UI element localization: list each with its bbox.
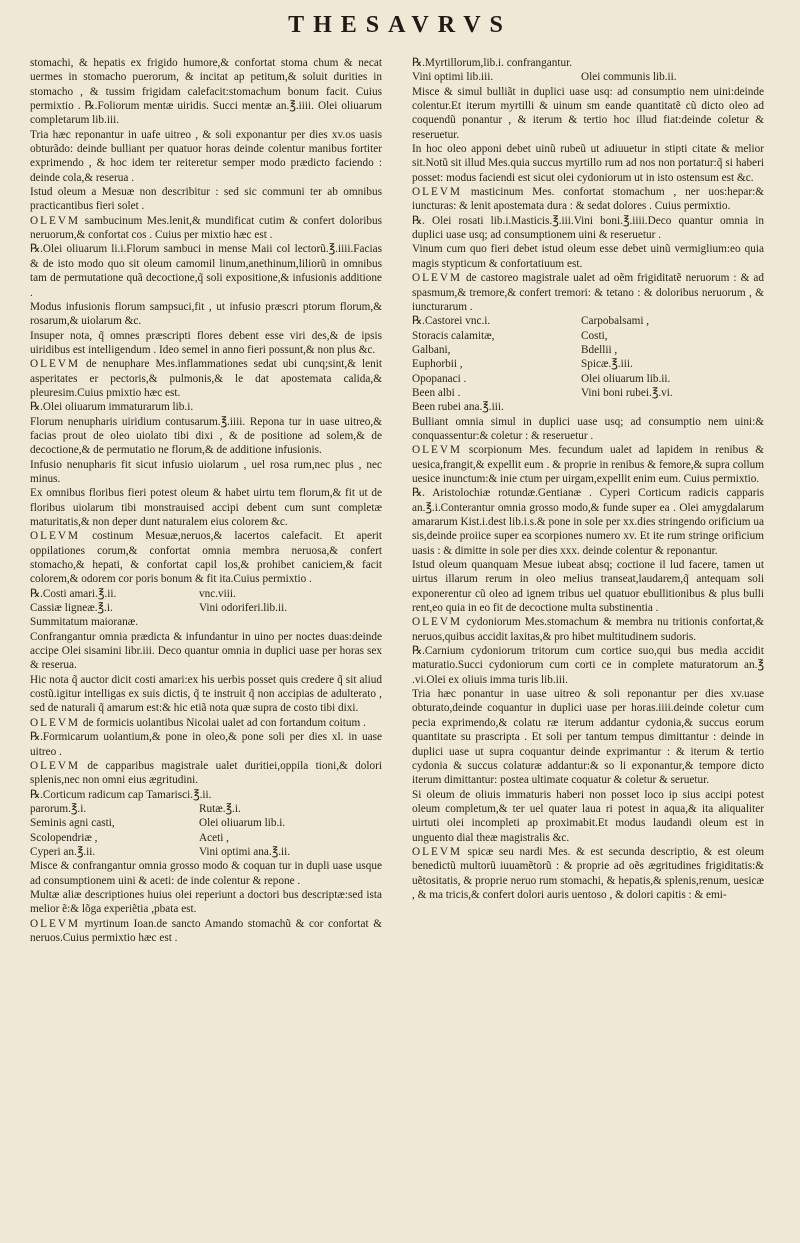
- ingredient-row: [30, 587, 382, 601]
- ingredient: Olei oliuarum lib.i.: [198, 817, 286, 830]
- paragraph: In hoc oleo apponi debet uinũ rubeũ ut adiuuetur in stipti citate & melior sit.Notũ sit illud Mes.quia succus myrtillo rum ad nos non portatur:q̃ si haberi posset: modus faciendi est sicut olei cydoniorum ut in isto ostensum est &c.: [412, 143, 764, 184]
- ingredient: Scolopendriæ ,: [30, 831, 98, 844]
- paragraph: Tria hæc reponantur in uafe uitreo , & soli exponantur per dies xv.os uasis obturãdo: deinde bulliant per quatuor horas deinde colentur manibus fortiter exprimendo , & hoc idem ter reiteretur semper modo prædicto faciendo : deinde cola,& reserua .: [30, 128, 382, 184]
- ingredient: Galbani,: [412, 343, 451, 356]
- paragraph: Infusio nenupharis fit sicut infusio uiolarum , uel rosa rum,nec plus , nec minus.: [30, 458, 382, 485]
- paragraph: Modus infusionis florum sampsuci,fit , ut infusio præscri ptorum florum,& rosarum,& uiolarum &c.: [30, 300, 382, 328]
- paragraph: OLEVM spicæ seu nardi Mes. & est secunda descriptio, & est oleum benedictũ multorũ iuuamẽtorũ : & proprie ad oẽs ægritudines frigiditatis:& uẽtositatis, & proprie neruo rum stomachi, & hepatis,& splenis,renum, uesicæ , & ma tricis,& confert dolori auris uentoso , & dolori capitis : & emi-: [412, 845, 764, 901]
- ingredient: Bdellii ,: [580, 343, 618, 356]
- paragraph: ℞.Corticum radicum cap Tamarisci.℥.ii.: [30, 788, 212, 801]
- ingredient-row: [30, 831, 382, 845]
- ingredient: Opopanaci .: [412, 372, 467, 385]
- ingredient-row: [412, 386, 764, 400]
- ingredient: ℞.Costi amari.℥.ii.: [30, 587, 117, 600]
- ingredient-row: [30, 816, 382, 830]
- paragraph: OLEVM de nenuphare Mes.inflammationes sedat ubi cunq;sint,& lenit asperitates er pectoris,& pulmonis,& le dat apostemata calida,& pleuresim.Cuius pmixtio hæc est.: [30, 358, 382, 399]
- ingredient: Spicæ.℥.iii.: [580, 358, 633, 371]
- ingredient: Seminis agni casti,: [30, 817, 115, 830]
- paragraph: Hic nota q̃ auctor dicit costi amari:ex his uerbis posset quis credere q̃ sit aliud costũ.igitur intelligas ex suis dictis, q̃ te instruit q̃ non accipias de adulterato , sed de naturali q̃ amarum est:& hic etiã nota quæ supra de costo tibi dixi.: [30, 673, 382, 715]
- ingredient-row: [412, 70, 764, 84]
- paragraph: ℞.Myrtillorum,lib.i. confrangantur.: [412, 57, 573, 69]
- paragraph: OLEVM cydoniorum Mes.stomachum & membra nu tritionis confortat,& neruos,quibus accidit laxitas,& pro hibet multitudinem sudoris.: [412, 616, 764, 643]
- paragraph: Been rubei ana.℥.iii.: [412, 401, 504, 414]
- paragraph: OLEVM costinum Mesuæ,neruos,& lacertos calefacit. Et aperit oppilationes corum,& confortat omnia membra neruosa,& confert stomacho,& hepati, & confortat capil los,& prohibet caniciem,& facit colorem,& odorem cor poris bonum & fit ita.Cuius permixtio .: [30, 530, 382, 586]
- paragraph: ℞.Olei oliuarum immaturarum lib.i.: [30, 401, 194, 414]
- paragraph: OLEVM de formicis uolantibus Nicolai ualet ad con fortandum coitum .: [30, 716, 366, 729]
- ingredient: Vini odoriferi.lib.ii.: [198, 602, 288, 615]
- ingredient-row: [412, 343, 764, 357]
- paragraph: OLEVM scorpionum Mes. fecundum ualet ad lapidem in renibus & uesica,frangit,& expellit eum . & proprie in renibus & femore,& supra collum uesice inunctum:& inie ctum per uirgam,expellit enim eum. Cuius permixtio.: [412, 444, 764, 485]
- ingredient-row: [30, 802, 382, 816]
- paragraph: Misce & simul bulliãt in duplici uase usq: ad consumptio nem uini:deinde colentur.Et iterum myrtilli & uinum sm eande quantitatẽ cũ dicto oleo ad coquendũ ponantur , & iterum & tertio hoc illud fiat:deinde coletur & reseruetur.: [412, 85, 764, 141]
- ingredient: Carpobalsami ,: [580, 315, 650, 328]
- paragraph: OLEVM de capparibus magistrale ualet duritiei,oppila tioni,& dolori splenis,nec non omni eius ægritudini.: [30, 759, 382, 787]
- ingredient: Storacis calamitæ,: [412, 329, 495, 342]
- paragraph: Tria hæc ponantur in uase uitreo & soli reponantur per dies xv.uase obturato,deinde coquantur in duplici uase per horas.iiii.deinde coletur cum pecia exprimendo,& colatu ræ iterum addantur cydonia,& succus eorum quantitate su prascripta . Et soli per tantum tempus dimittantur : deinde in duplici uase ut supra coquantur deinde exprimantur : & iterum & tertio cydonia & succus colaturæ addantur:& so li exponantur,& tempore dicto iterum dimittantur: postea ultimate coquatur & coletur & seruetur.: [412, 688, 764, 787]
- paragraph: stomachi, & hepatis ex frigido humore,& confortat stoma chum & necat uermes in stomacho puerorum, & incitat ap petitum,& soluit durities in stomacho , & tussim frigidam calefacit:stomachum bonum facit. Cuius permixtio . ℞.Foliorum mentæ uiridis. Succi mentæ an.℥.iiii. Olei oliuarum completarum lib.iii.: [30, 57, 382, 127]
- paragraph: ℞. Aristolochiæ rotundæ.Gentianæ . Cyperi Corticum radicis capparis an.℥.i.Conterantur omnia grosso modo,& funde super ea . Olei amygdalarum amararum Kist.i.dest lib.i.s.& pone in sole per xx.dies stringendo orificium ua sis,deinde proiice super ea scorpiones numero xv. Et ite rum stringe orificium uasis : & dimitte in sole per dies xxx. deinde colentur & reponantur.: [412, 487, 764, 557]
- ingredient: Olei communis lib.ii.: [580, 71, 677, 84]
- paragraph: Summitatum maioranæ.: [30, 616, 139, 629]
- ingredient: Been albi .: [412, 386, 461, 399]
- paragraph: OLEVM myrtinum Ioan.de sancto Amando stomachũ & cor confortat & neruos.Cuius permixtio hæc est .: [30, 917, 382, 944]
- paragraph: ℞. Olei rosati lib.i.Masticis.℥.iii.Vini boni.℥.iiii.Deco quantur omnia in duplici uase usq; ad consumptionem uini & reseruetur .: [412, 214, 764, 242]
- ingredient: Olei oliuarum lib.ii.: [580, 372, 671, 385]
- running-header: THESAVRVS: [288, 12, 512, 38]
- ingredient: Euphorbii ,: [412, 358, 463, 371]
- paragraph: Confrangantur omnia prædicta & infundantur in uino per noctes duas:deinde accipe Olei sisamini libr.iii. Deco quantur omnia in duplici uase per horas sex & reserua.: [30, 630, 382, 672]
- ingredient: Vini optimi lib.iii.: [412, 71, 494, 84]
- left-text-column: [30, 56, 382, 945]
- right-text-column: [412, 56, 764, 902]
- paragraph: Bulliant omnia simul in duplici uase usq; ad consumptio nem uini:& conquassentur:& coletur : & reseruetur .: [412, 415, 764, 442]
- paragraph: Vinum cum quo fieri debet istud oleum esse debet uinũ vermiglium:eo quia magis stypticum & confortatiuum est.: [412, 243, 764, 270]
- ingredient-row: [412, 357, 764, 371]
- paragraph: Istud oleum quanquam Mesue iubeat absq; coctione il lud facere, tamen ut uirtus illarum rerum in oleo melius transeat,laudarem,q̃ antequam soli exponerentur cũ oleo ad ignem tribus uel quatuor ebullitionibus & plus bulli rent,eo quia in eo fit de decoctione multa substinentia .: [412, 559, 764, 615]
- paragraph: OLEVM sambucinum Mes.lenit,& mundificat cutim & confert doloribus neruorum,& confortat cos . Cuius per mixtio hæc est .: [30, 214, 382, 242]
- paragraph: ℞.Formicarum uolantium,& pone in oleo,& pone soli per dies xl. in uase uitreo .: [30, 731, 382, 758]
- paragraph: OLEVM masticinum Mes. confortat stomachum , ner uos:hepar:& iuncturas: & lenit apostemata dura : & sedat dolores . Cuius permixtio.: [412, 186, 764, 213]
- ingredient: Costi,: [580, 329, 608, 342]
- paragraph: ℞.Olei oliuarum li.i.Florum sambuci in mense Maii col lectorũ.℥.iiii.Facias & de isto modo quo sit oleum camomil linum,anethinum,liliorũ in omnibus tam de permutatione quã decoctione,q̃ soli expositione,& infusionis additione .: [30, 243, 382, 299]
- ingredient: ℞.Castorei vnc.i.: [412, 315, 491, 328]
- paragraph: Misce & confrangantur omnia grosso modo & coquan tur in dupli uase usque ad consumptionem uini & aceti: de inde colentur & repone .: [30, 860, 382, 887]
- ingredient-row: [412, 314, 764, 328]
- ingredient: Rutæ.℥.i.: [198, 802, 241, 815]
- ingredient: vnc.viii.: [198, 587, 236, 600]
- ingredient-row: [30, 601, 382, 615]
- ingredient: Vini optimi ana.℥.ii.: [198, 845, 291, 858]
- paragraph: Si oleum de oliuis immaturis haberi non posset loco ip sius accipi potest oleum completum,& ter uel quater laua ri potest in aqua,& ita aliqualiter uirtuti olei incompleti ap proximabit.Et modus laudandi oleum est in unguento dial theæ magistralis &c.: [412, 788, 764, 844]
- ingredient-row: [412, 329, 764, 343]
- paragraph: ℞.Carnium cydoniorum tritorum cum cortice suo,qui bus media accidit maturatio.Succi cydoniorum cum corti ce in complete maturatorum an.℥ .vi.Olei ex oliuis imma turis lib.iii.: [412, 645, 764, 686]
- paragraph: Ex omnibus floribus fieri potest oleum & habet uirtu tem florum,& fit ut de floribus uiolarum tibi monstrauised accipi debent cum sunt completæ maturitatis,& non deper dunt naturalem eius colorem &c.: [30, 487, 382, 528]
- ingredient: Cassiæ ligneæ.℥.i.: [30, 602, 113, 615]
- paragraph: Multæ aliæ descriptiones huius olei reperiunt a doctori bus descriptæ:sed ista melior ẽ:& lõga experiẽtia ,pbata est.: [30, 888, 382, 916]
- paragraph: OLEVM de castoreo magistrale ualet ad oẽm frigiditatẽ neruorum : & ad spasmum,& tremore,& confert tremori: & tetano : & doloribus neruorum , & iuncturarum .: [412, 272, 764, 313]
- ingredient-row: [30, 845, 382, 859]
- paragraph: Insuper nota, q̃ omnes præscripti flores debent esse viri des,& de ipsis uiridibus est intelligendum . Ideo semel in anno fieri possunt,& non plus &c.: [30, 329, 382, 356]
- paragraph: Istud oleum a Mesuæ non describitur : sed sic communi ter ab omnibus practicantibus fieri solet .: [30, 186, 382, 213]
- ingredient-row: [412, 372, 764, 386]
- ingredient: Aceti ,: [198, 831, 229, 844]
- ingredient: Vini boni rubei.℥.vi.: [580, 386, 673, 399]
- ingredient: Cyperi an.℥.ii.: [30, 845, 96, 858]
- ingredient: parorum.℥.i.: [30, 802, 87, 815]
- paragraph: Florum nenupharis uiridium contusarum.℥.iiii. Repona tur in uase uitreo,& facias prout de oleo uiolato tibi dixi , & de positione ad solem,& de decoctione,& de permutatio ne florum,& de additione infusionis.: [30, 415, 382, 457]
